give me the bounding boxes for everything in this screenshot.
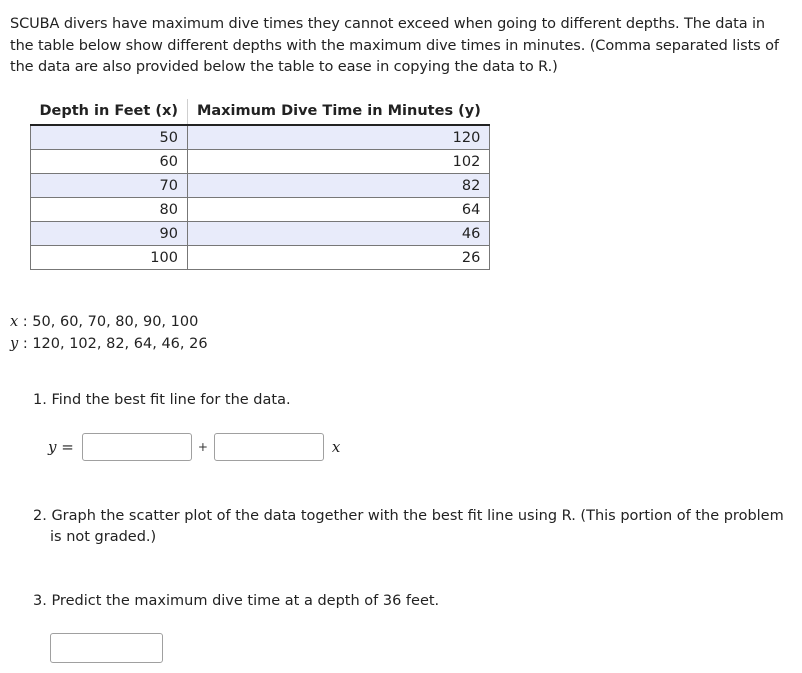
table-row — [31, 198, 490, 222]
dive-time-cell: 46 — [187, 222, 489, 246]
equals-sign: = — [61, 438, 74, 456]
table-row — [31, 246, 490, 270]
table-row — [31, 174, 490, 198]
column-header-depth: Depth in Feet (x) — [31, 99, 188, 125]
x-values-line — [10, 312, 198, 333]
depth-cell: 90 — [31, 222, 188, 246]
table-row — [31, 125, 490, 150]
depth-cell: 60 — [31, 150, 188, 174]
dive-time-cell: 120 — [187, 125, 489, 150]
intercept-input[interactable] — [82, 433, 192, 461]
depth-cell: 70 — [31, 174, 188, 198]
data-table — [30, 99, 490, 270]
column-header-dive-time: Maximum Dive Time in Minutes (y) — [187, 99, 489, 125]
depth-cell: 80 — [31, 198, 188, 222]
lhs-y: y — [48, 438, 57, 456]
question-2: 2. Graph the scatter plot of the data together with the best fit line using R. (This portion of the problem is not graded.) — [33, 508, 784, 545]
table-header-row — [31, 99, 490, 125]
depth-cell: 50 — [31, 125, 188, 150]
y-values-line — [10, 334, 208, 355]
y-separator: : — [22, 336, 28, 352]
x-values: 50, 60, 70, 80, 90, 100 — [32, 314, 199, 330]
slope-input[interactable] — [214, 433, 324, 461]
question-3: 3. Predict the maximum dive time at a depth of 36 feet. — [33, 593, 440, 609]
y-variable: y — [10, 336, 19, 352]
depth-cell: 100 — [31, 246, 188, 270]
x-variable-label: x — [331, 438, 341, 456]
table-row — [31, 222, 490, 246]
problem-intro: SCUBA divers have maximum dive times they cannot exceed when going to different depths. The data in the table below show different depths with the maximum dive times in minutes. (Comma separated lists of the data are also provided below the table to ease in copying the data to R.) — [10, 16, 779, 75]
dive-time-cell: 82 — [187, 174, 489, 198]
question-1: 1. Find the best fit line for the data. — [33, 392, 291, 408]
dive-time-cell: 64 — [187, 198, 489, 222]
x-variable: x — [10, 314, 19, 330]
x-separator: : — [22, 314, 28, 330]
y-equals-label — [48, 438, 74, 456]
best-fit-answer-line — [48, 432, 340, 462]
plus-sign: + — [197, 440, 208, 454]
table-row — [31, 150, 490, 174]
y-values: 120, 102, 82, 64, 46, 26 — [32, 336, 208, 352]
prediction-input[interactable] — [50, 633, 163, 663]
dive-time-cell: 102 — [187, 150, 489, 174]
dive-time-cell: 26 — [187, 246, 489, 270]
